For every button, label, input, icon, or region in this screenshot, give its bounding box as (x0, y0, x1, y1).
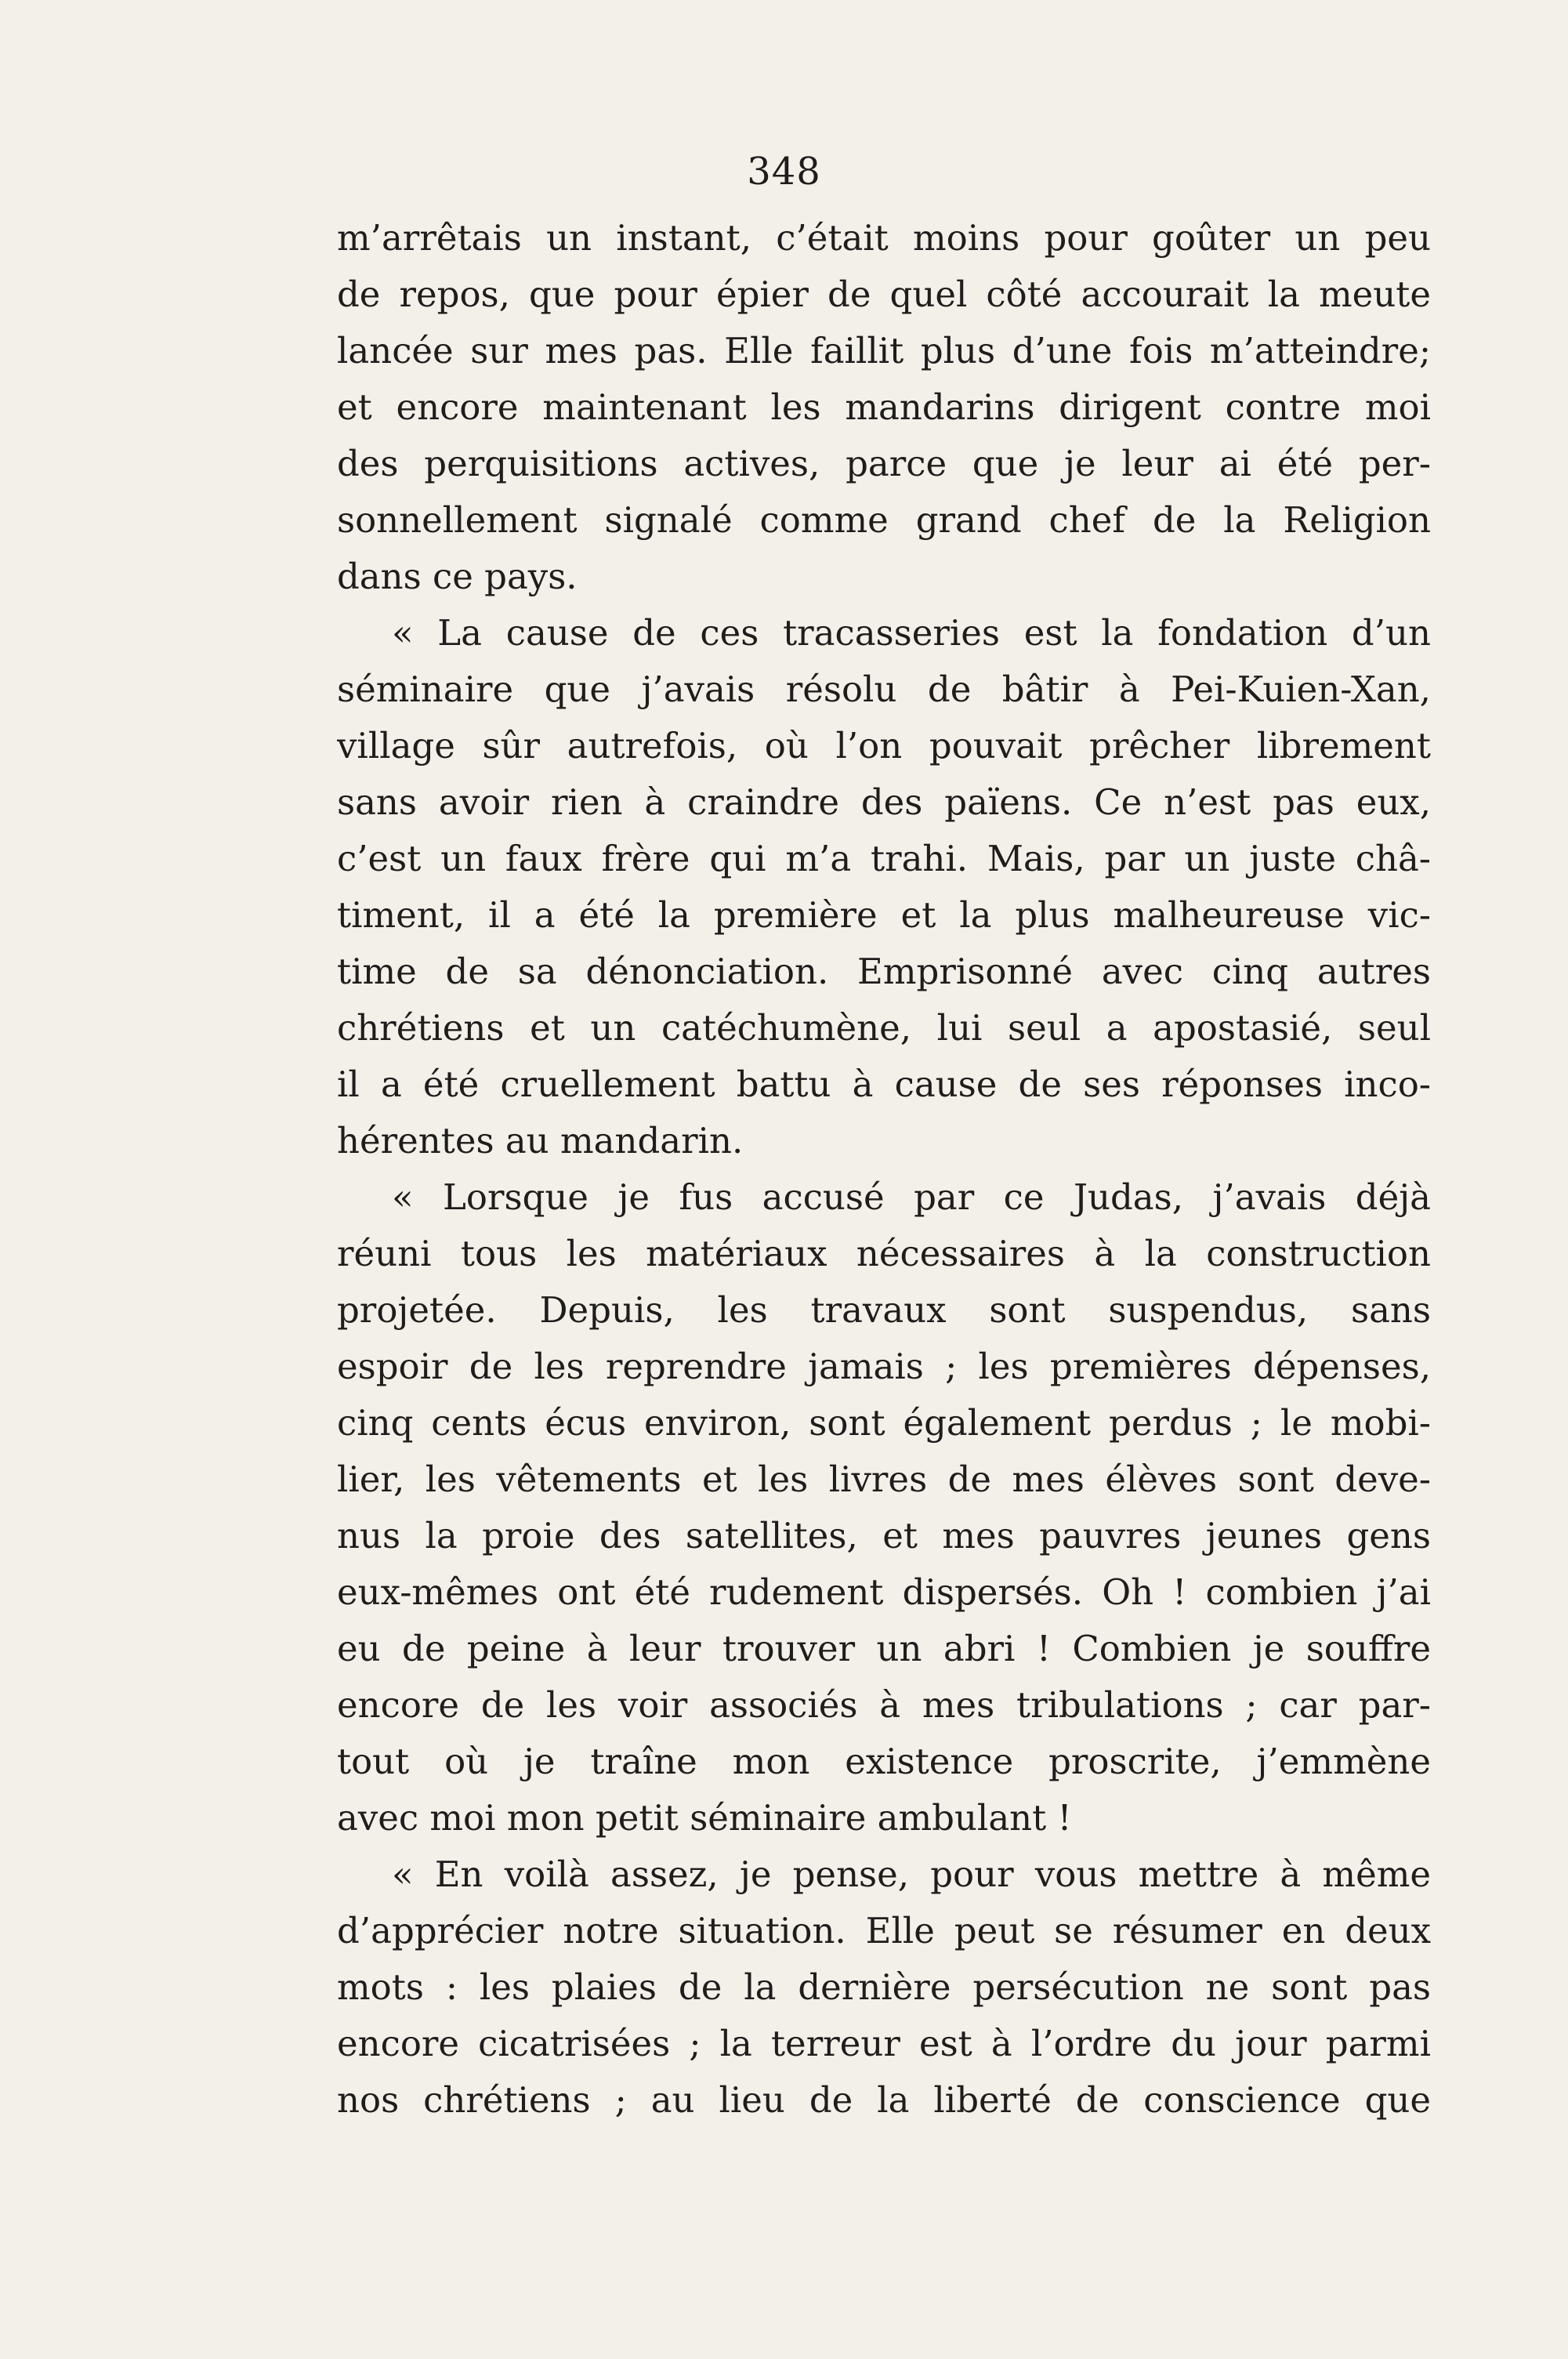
text-line: des perquisitions actives, parce que je leur ai été per- (337, 443, 1431, 484)
page-number: 348 (747, 150, 821, 194)
body-text (337, 210, 1431, 2129)
text-line: lier, les vêtements et les livres de mes élèves sont deve- (337, 1459, 1431, 1500)
text-line: cinq cents écus environ, sont également perdus ; le mobi- (337, 1402, 1431, 1444)
text-line: d’apprécier notre situation. Elle peut se résumer en deux (337, 1910, 1431, 1951)
text-line: dans ce pays. (337, 556, 578, 597)
text-line: de repos, que pour épier de quel côté accourait la meute (337, 274, 1431, 315)
text-line: village sûr autrefois, où l’on pouvait prêcher librement (337, 725, 1431, 766)
text-line: nus la proie des satellites, et mes pauvres jeunes gens (337, 1515, 1431, 1556)
text-line: m’arrêtais un instant, c’était moins pour goûter un peu (337, 217, 1431, 259)
paragraph-start-line: « En voilà assez, je pense, pour vous mettre à même (392, 1854, 1431, 1895)
text-line: c’est un faux frère qui m’a trahi. Mais, par un juste châ- (337, 838, 1431, 879)
text-line: projetée. Depuis, les travaux sont suspendus, sans (337, 1289, 1431, 1331)
text-line: eux-mêmes ont été rudement dispersés. Oh ! combien j’ai (337, 1571, 1431, 1613)
text-line: sonnellement signalé comme grand chef de la Religion (337, 499, 1431, 541)
text-line: espoir de les reprendre jamais ; les premières dépenses, (337, 1346, 1431, 1387)
text-line: tout où je traîne mon existence proscrite, j’emmène (337, 1741, 1431, 1782)
text-line: time de sa dénonciation. Emprisonné avec cinq autres (337, 951, 1431, 992)
paragraph-start-line: « La cause de ces tracasseries est la fondation d’un (392, 612, 1431, 654)
text-line: encore de les voir associés à mes tribulations ; car par- (337, 1684, 1431, 1726)
text-line: nos chrétiens ; au lieu de la liberté de conscience que (337, 2079, 1431, 2121)
text-line: sans avoir rien à craindre des païens. Ce n’est pas eux, (337, 781, 1431, 823)
text-line: chrétiens et un catéchumène, lui seul a apostasié, seul (337, 1007, 1431, 1049)
text-line: mots : les plaies de la dernière persécution ne sont pas (337, 1966, 1431, 2008)
text-line: hérentes au mandarin. (337, 1120, 744, 1161)
text-line: eu de peine à leur trouver un abri ! Combien je souffre (337, 1628, 1431, 1669)
text-line: et encore maintenant les mandarins dirigent contre moi (337, 386, 1431, 428)
text-line: séminaire que j’avais résolu de bâtir à Pei-Kuien-Xan, (337, 669, 1431, 710)
text-line: encore cicatrisées ; la terreur est à l’ordre du jour parmi (337, 2023, 1431, 2064)
text-line: lancée sur mes pas. Elle faillit plus d’une fois m’atteindre; (337, 330, 1431, 371)
paragraph-start-line: « Lorsque je fus accusé par ce Judas, j’avais déjà (392, 1176, 1431, 1218)
text-line: timent, il a été la première et la plus malheureuse vic- (337, 894, 1431, 936)
text-line: avec moi mon petit séminaire ambulant ! (337, 1797, 1072, 1839)
text-line: réuni tous les matériaux nécessaires à la construction (337, 1233, 1431, 1274)
text-line: il a été cruellement battu à cause de ses réponses inco- (337, 1064, 1431, 1105)
